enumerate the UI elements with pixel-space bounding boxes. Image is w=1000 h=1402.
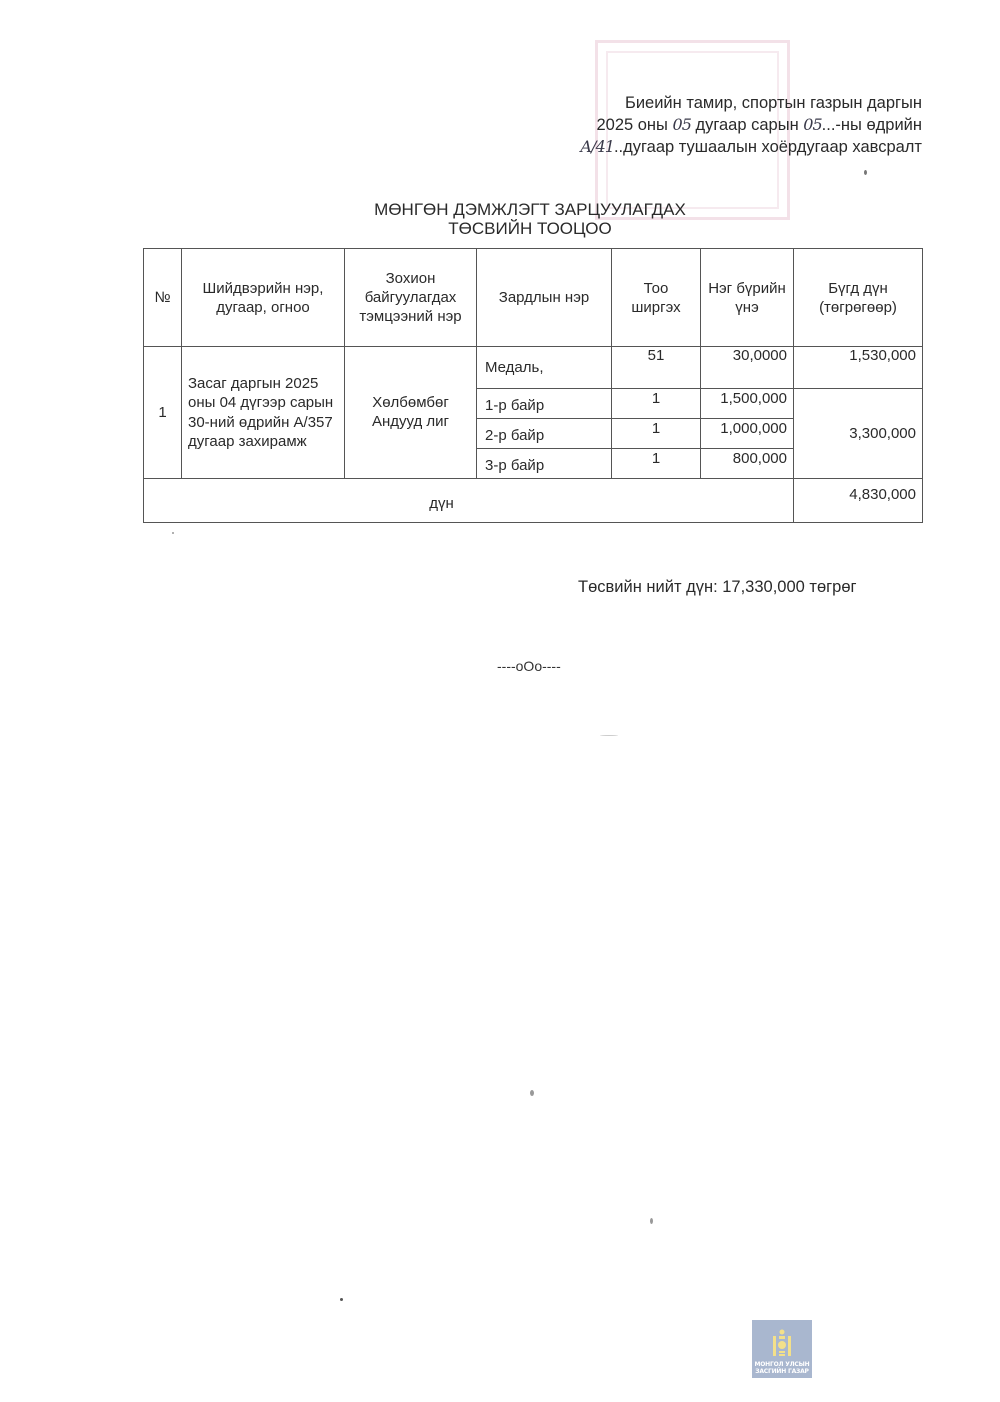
expense-cell: Медаль,: [477, 347, 612, 389]
budget-total: Төсвийн нийт дүн: 17,330,000 төгрөг: [578, 578, 857, 596]
header-expense: Зардлын нэр: [477, 249, 612, 347]
header-line-1: Биеийн тамир, спортын газрын даргын: [624, 94, 922, 112]
scan-speck: [650, 1218, 653, 1224]
handwritten-month: 05: [672, 115, 691, 134]
table-header-row: [144, 249, 923, 347]
header-competition: Зохион байгуулагдах тэмцээний нэр: [345, 249, 477, 347]
header-total: Бүгд дүн (төгрөгөөр): [794, 249, 923, 347]
quantity-cell: 1: [612, 389, 701, 419]
unit-price-cell: 800,000: [701, 449, 794, 479]
row-number: 1: [144, 347, 182, 479]
unit-price-cell: 30,0000: [701, 347, 794, 389]
sum-value: 4,830,000: [794, 479, 923, 523]
header-quantity: Тоо ширгэх: [612, 249, 701, 347]
total-cell: 1,530,000: [794, 347, 923, 389]
header-unit-price: Нэг бүрийн үнэ: [701, 249, 794, 347]
handwritten-order-number: А/41: [580, 137, 614, 156]
budget-table: [143, 248, 923, 523]
header-decision: Шийдвэрийн нэр, дугаар, огноо: [182, 249, 345, 347]
unit-price-cell: 1,000,000: [701, 419, 794, 449]
expense-cell: 1-р байр: [477, 389, 612, 419]
decision-cell: Засаг даргын 2025 оны 04 дүгээр сарын 30-ний өдрийн А/357 дугаар захирамж: [182, 347, 345, 479]
scan-speck: [172, 532, 174, 534]
handwritten-day: 05: [803, 115, 822, 134]
quantity-cell: 51: [612, 347, 701, 389]
table-sum-row: [144, 479, 923, 523]
attachment-header: [580, 92, 922, 158]
logo-text-line-2: ЗАСГИЙН ГАЗАР: [755, 1368, 809, 1375]
title-line-1: МӨНГӨН ДЭМЖЛЭГТ ЗАРЦУУЛАГДАХ: [374, 200, 686, 219]
header-line-2: 2025 оны 05 дугаар сарын 05...-ны өдрийн: [596, 115, 922, 134]
title-line-2: ТӨСВИЙН ТООЦОО: [448, 219, 612, 238]
header-num: №: [144, 249, 182, 347]
table-row: [144, 347, 923, 389]
quantity-cell: 1: [612, 419, 701, 449]
competition-cell: Хөлбөмбөг Андууд лиг: [345, 347, 477, 479]
expense-cell: 3-р байр: [477, 449, 612, 479]
logo-text-line-1: МОНГОЛ УЛСЫН: [754, 1361, 810, 1368]
scan-speck: [864, 170, 867, 175]
expense-cell: 2-р байр: [477, 419, 612, 449]
quantity-cell: 1: [612, 449, 701, 479]
end-mark: ----oOo----: [497, 658, 561, 674]
scan-speck: [530, 1090, 534, 1096]
sum-label: дүн: [144, 479, 794, 523]
header-line-3: А/41..дугаар тушаалын хоёрдугаар хавсралт: [580, 137, 922, 156]
soyombo-emblem-icon: [771, 1328, 793, 1358]
unit-price-cell: 1,500,000: [701, 389, 794, 419]
scan-speck: [340, 1298, 343, 1301]
scan-speck: [600, 735, 618, 736]
document-title: [350, 200, 710, 238]
government-logo: [752, 1320, 812, 1378]
prizes-total-cell: 3,300,000: [794, 389, 923, 479]
